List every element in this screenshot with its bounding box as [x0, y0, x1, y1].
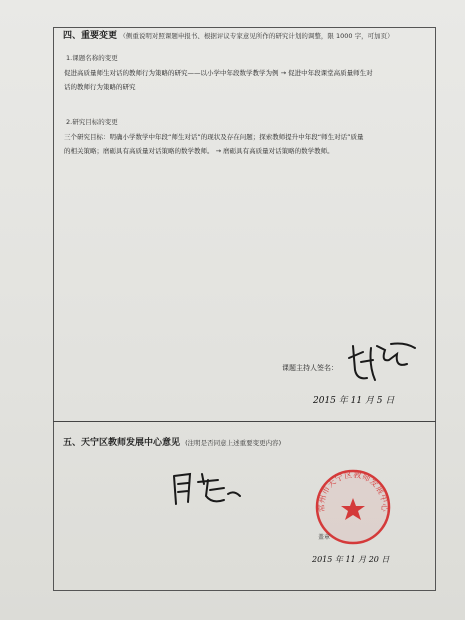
section4-header [63, 31, 433, 41]
section5-title: 五、天宁区教师发展中心意见 [63, 438, 181, 448]
signature-label: 课题主持人签名： [282, 364, 338, 372]
section-divider [53, 421, 436, 422]
section5-date: 2015 年 11 月 20 日 [312, 555, 390, 564]
sub2-line1: 三个研究目标：明确小学数学中年段“师生对话”的现状及存在问题；探索教师提升中年段“师生对话”质量 [64, 133, 364, 141]
sub2-title: 2.研究目标的变更 [66, 118, 118, 126]
section5-header [63, 430, 281, 449]
center-signature [168, 470, 248, 510]
sub1-title: 1.课题名称的变更 [66, 54, 118, 62]
sub2-line2: 的相关策略；磨砺具有高质量对话策略的数学教师。 → 磨砺具有高质量对话策略的数学教师。 [64, 147, 334, 155]
section4-title: 四、重要变更 [63, 31, 118, 41]
host-signature [345, 340, 420, 385]
section5-note: (注明是否同意上述重要变更内容) [185, 439, 282, 447]
section4-date: 2015 年 11 月 5 日 [313, 396, 395, 406]
sub2-paragraph [64, 130, 424, 158]
seal-caption: 盖章 [318, 534, 331, 541]
seal-text: 常州市天宁区教师发展中心 [316, 470, 390, 513]
sub1-paragraph [64, 66, 424, 94]
section4-note: （侧重说明对照课题申报书、根据评议专家意见所作的研究计划的调整，限 1000 字，可加页） [119, 32, 394, 40]
sub1-line1: 促进高质量师生对话的教师行为策略的研究——以小学中年段数学教学为例 → 促进中年段课堂高质量师生对 [64, 69, 373, 77]
sub1-line2: 话的教师行为策略的研究 [64, 83, 136, 91]
